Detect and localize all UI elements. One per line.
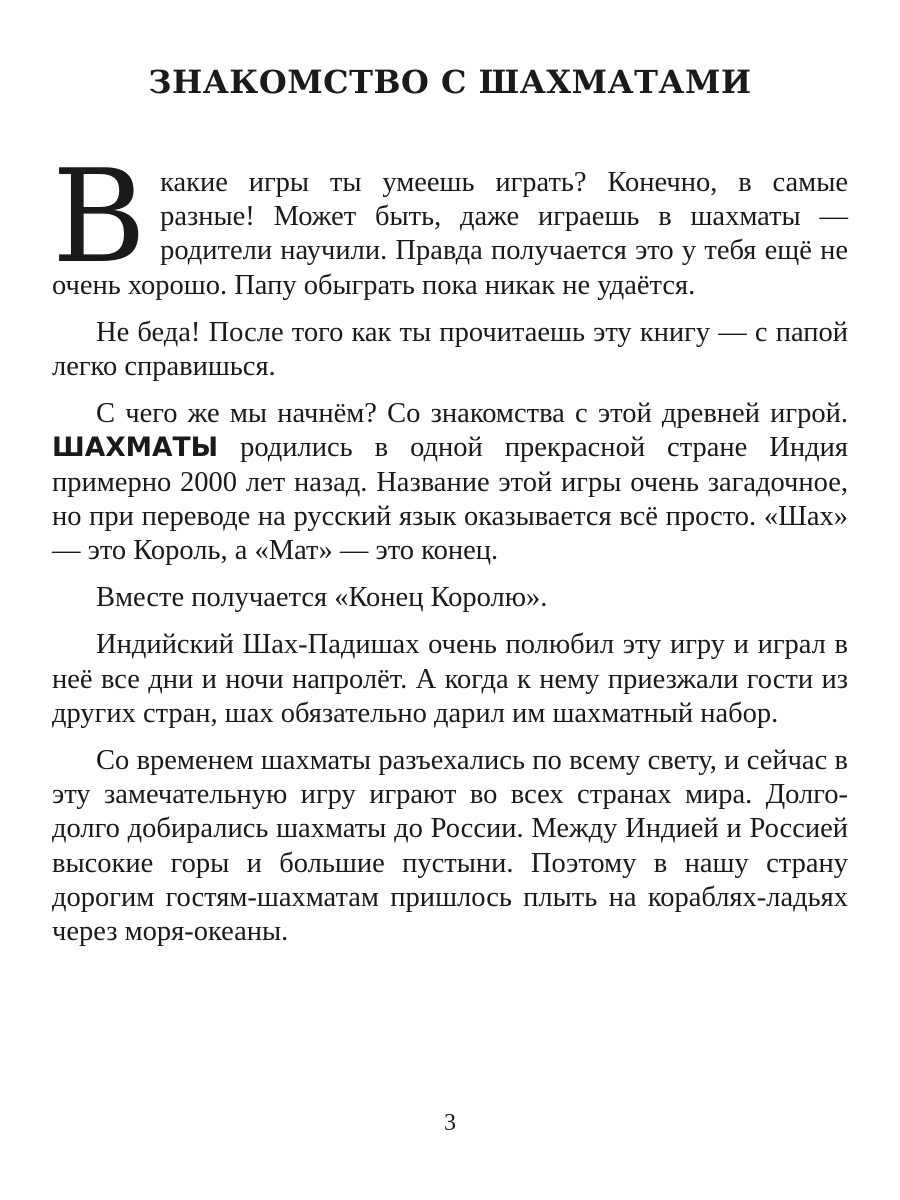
chapter-body [52,143,848,962]
paragraph-3-text-end: родились в одной прекрасной стране Индия примерно 2000 лет назад. Название этой игры очень загадочное, но при переводе на русский язык оказывается всё просто. «Шах» — это Король, а «Мат» — это конец. [52,432,848,567]
paragraph-5: Индийский Шах-Падишах очень полюбил эту игру и играл в неё все дни и ночи напролёт. А когда к нему приезжали гости из других стран, шах обязательно дарил им шахматный набор. [52,629,848,729]
book-page [52,0,848,1200]
drop-cap-letter: В [52,143,147,292]
paragraph-4: Вместе получается «Конец Королю». [96,582,548,614]
paragraph-3-text-start: С чего же мы начнём? Со знакомства с этой древней игрой. [96,398,848,430]
paragraph-1 [52,143,848,303]
page-number: 3 [444,1110,456,1136]
paragraph-1-text: какие игры ты умеешь играть? Конечно, в самые разные! Может быть, даже играешь в шахматы — родители научили. Правда получается это у тебя ещё не очень хорошо. Папу обыграть пока никак не удаётся. [52,167,848,301]
chapter-title: ЗНАКОМСТВО С ШАХМАТАМИ [148,63,752,101]
paragraph-2: Не беда! После того как ты прочитаешь эту книгу — с папой легко справишься. [52,316,848,383]
paragraph-3 [52,397,848,568]
paragraph-6: Со временем шахматы разъехались по всему свету, и сейчас в эту замечательную игру играют во всех странах мира. Долго-долго добирались шахматы до России. Между Индией и Россией высокие горы и большие пустыни. Поэтому в нашу страну дорогим гостям-шахматам пришлось плыть на кораблях-ладьях через моря-океаны. [52,745,848,948]
chess-bold-term: ШАХМАТЫ [52,432,219,464]
